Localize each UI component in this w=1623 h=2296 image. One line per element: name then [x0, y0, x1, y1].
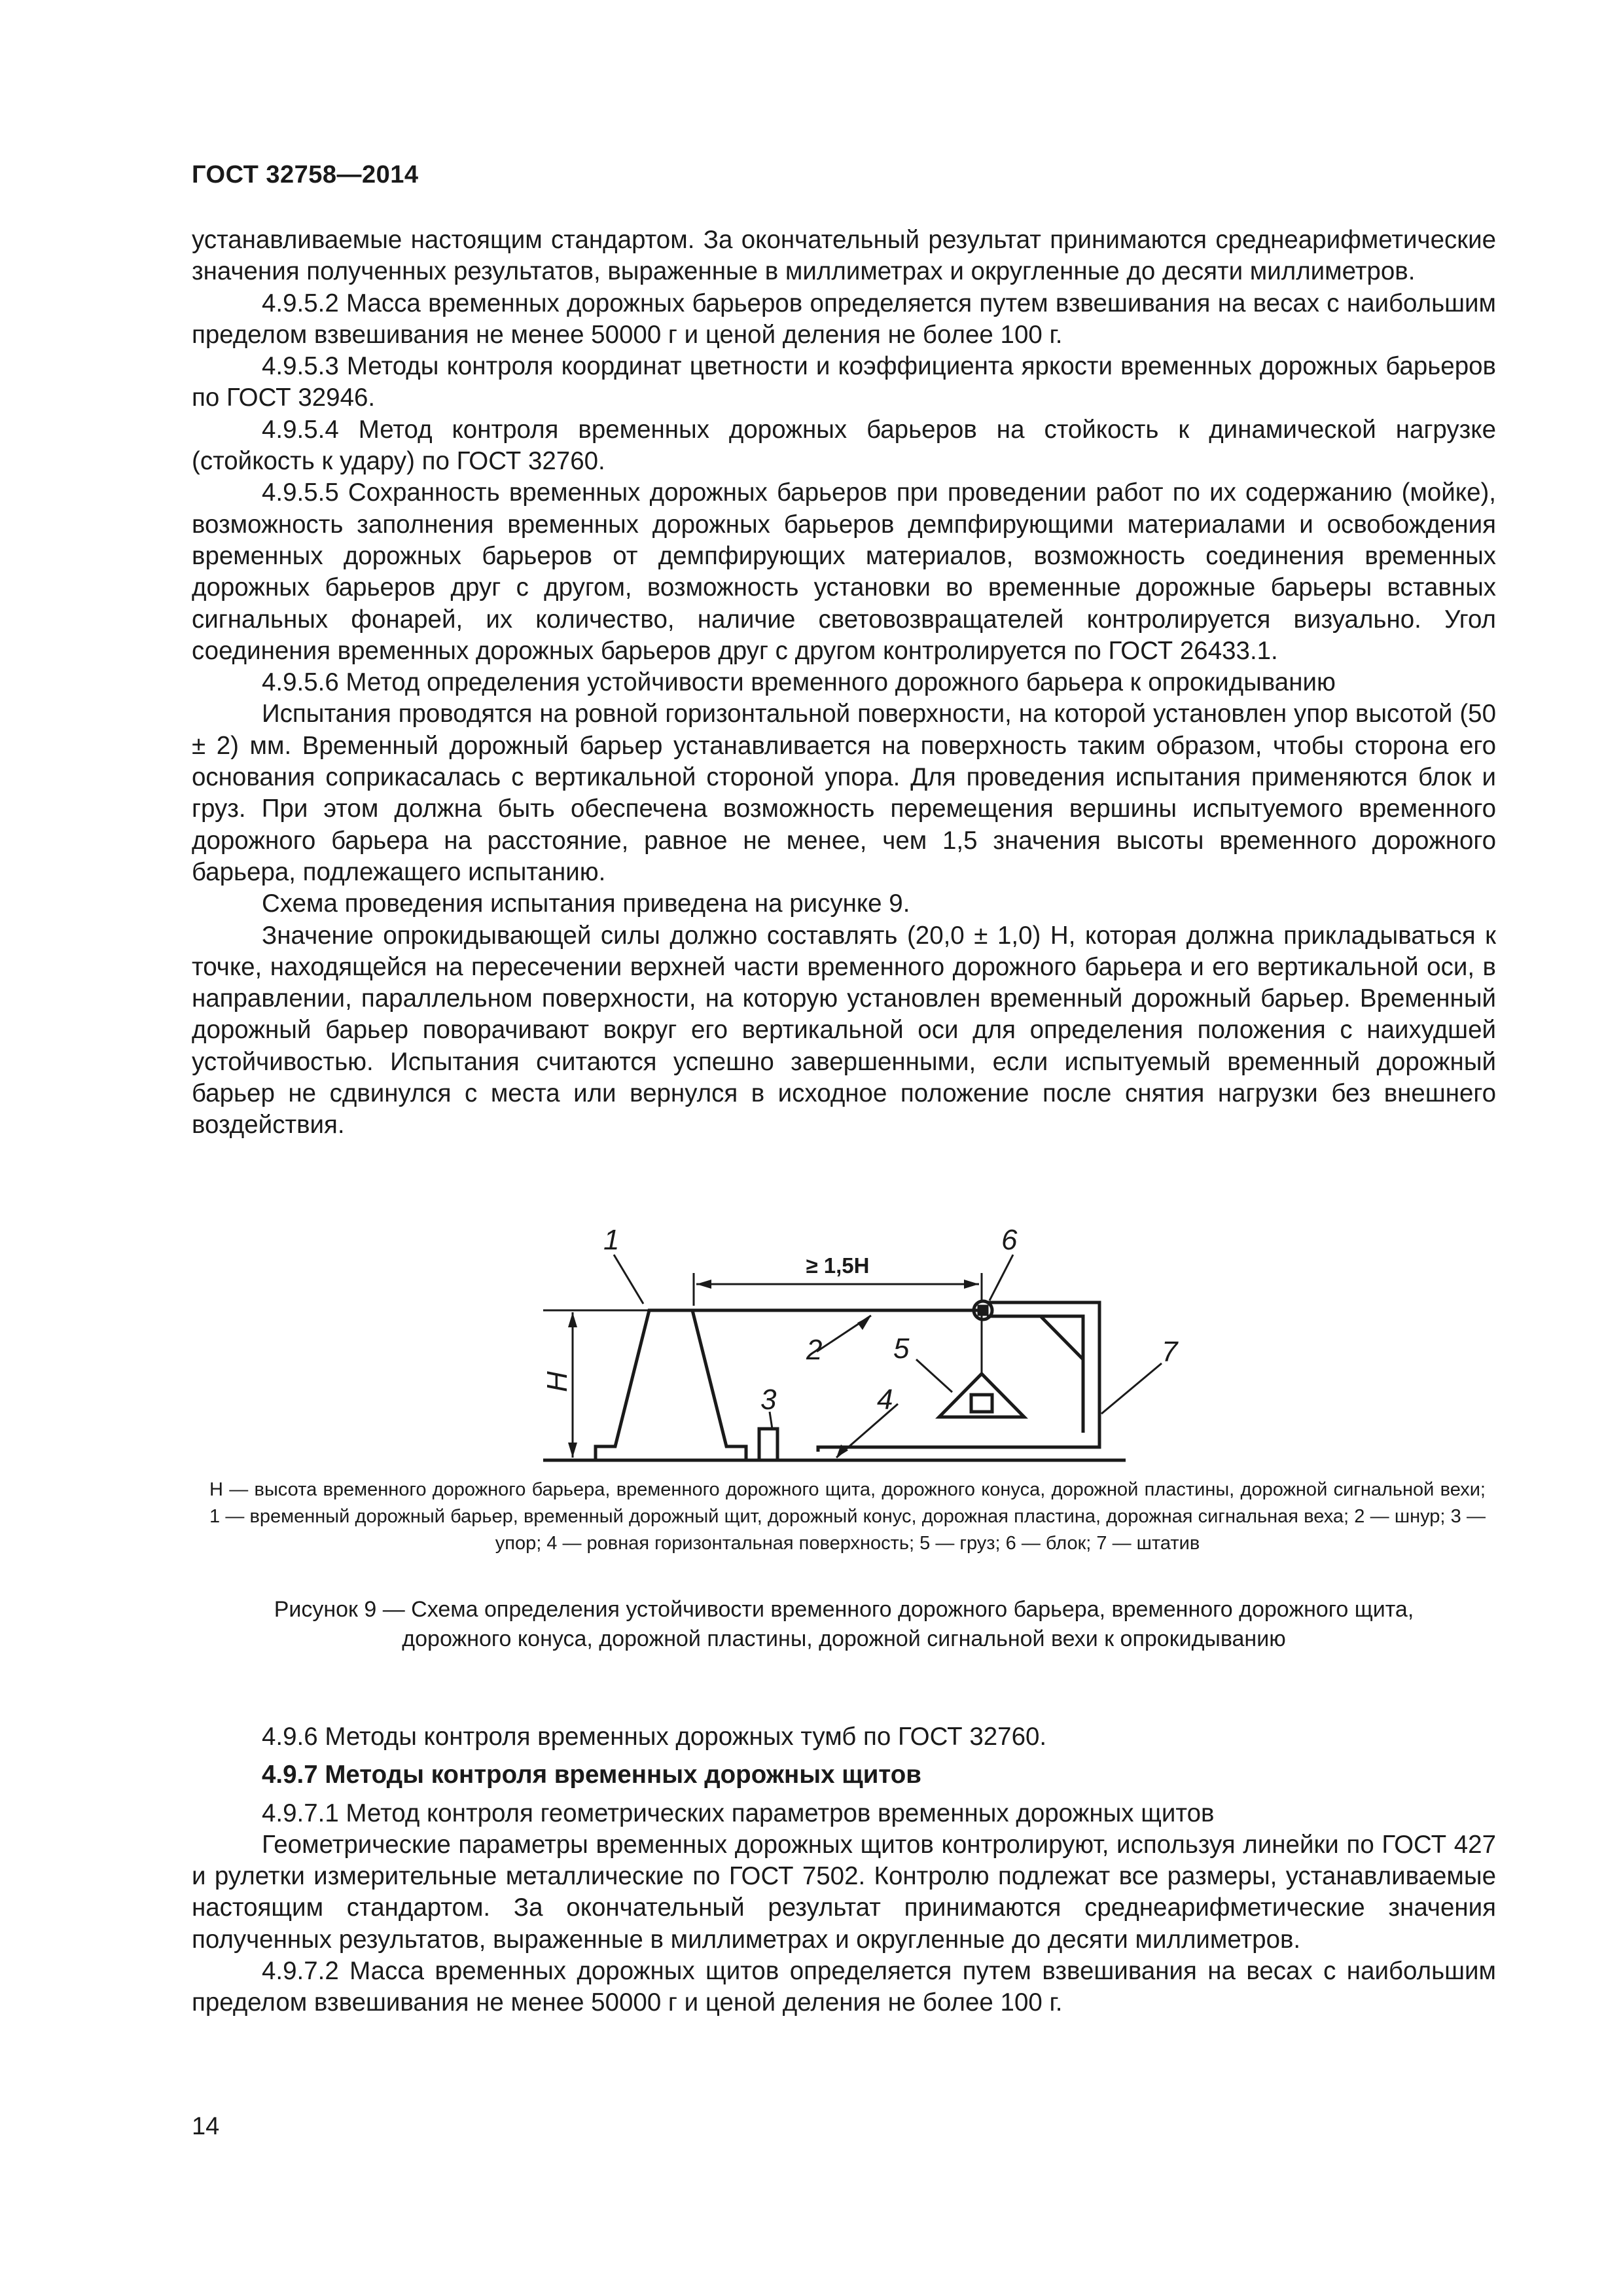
arrow-leader-2 — [857, 1316, 871, 1330]
paragraph-4-9-5-6: 4.9.5.6 Метод определения устойчивости временного дорожного барьера к опрокидыванию — [262, 668, 1336, 697]
paragraph-4-9-5-5: 4.9.5.5 Сохранность временных дорожных барьеров при проведении работ по их содержанию (мойке), возможность заполнения временных дорожных барьеров демпфирующими материалами и освобождения временных дорожных барьеров от демпфирующих материалов, возможность соединения временных дорожных барьеров друг с другом, возможность установки во временные дорожные барьеры вставных сигнальных фонарей, их количество, наличие световозвращателей контролируется визуально. Угол соединения временных дорожных барьеров друг с другом контролируется по ГОСТ 26433.1. — [192, 478, 1496, 665]
leader-7 — [1101, 1363, 1162, 1414]
leader-6 — [990, 1255, 1013, 1300]
paragraph-4-9-7-2: 4.9.7.2 Масса временных дорожных щитов определяется путем взвешивания на весах с наибольшим пределом взвешивания не менее 50000 г и ценой деления не более 100 г. — [192, 1957, 1496, 2017]
figure-9-drawing — [537, 1221, 1191, 1469]
arrow-dim-left — [696, 1280, 711, 1289]
label-5: 5 — [893, 1333, 910, 1365]
stop-block — [759, 1429, 777, 1460]
label-7: 7 — [1162, 1336, 1178, 1368]
label-h: H — [541, 1371, 573, 1392]
arrow-dim-right — [964, 1280, 979, 1289]
figure-caption — [192, 1595, 1496, 1654]
stand-inner — [987, 1316, 1083, 1433]
arrow-height-bottom — [568, 1443, 577, 1458]
leader-5 — [916, 1359, 952, 1392]
paragraph-4-9-5-4: 4.9.5.4 Метод контроля временных дорожных барьеров на стойкость к динамической нагрузке (стойкость к удару) по ГОСТ 32760. — [192, 415, 1496, 476]
dimension-label: ≥ 1,5H — [806, 1253, 870, 1278]
caption-line: дорожного конуса, дорожной пластины, дорожной сигнальной вехи к опрокидыванию — [402, 1626, 1286, 1651]
figure-legend — [209, 1477, 1486, 1557]
leader-1 — [614, 1255, 643, 1304]
label-2: 2 — [806, 1334, 823, 1366]
paragraph-4-9-5-2: 4.9.5.2 Масса временных дорожных барьеров определяется путем взвешивания на весах с наибольшим пределом взвешивания не менее 50000 г и ценой деления не более 100 г. — [192, 289, 1496, 349]
paragraph-4-9-6: 4.9.6 Методы контроля временных дорожных тумб по ГОСТ 32760. — [262, 1723, 1047, 1751]
legend-text: H — высота временного дорожного барьера, временного дорожного щита, дорожного конуса, дорожной пластины, дорожной сигнальной вехи; 1 — временный дорожный барьер, временный дорожный щит, дорожный конус, дорожная пластина, дорожная сигнальная веха; 2 — шнур; 3 — упор; 4 — ровная горизонтальная поверхность; 5 — груз; 6 — блок; 7 — штатив — [209, 1479, 1486, 1554]
label-6: 6 — [1001, 1224, 1018, 1256]
paragraph: Испытания проводятся на ровной горизонтальной поверхности, на которой установлен упор высотой (50 ± 2) мм. Временный дорожный барьер устанавливается на поверхность таким образом, чтобы сторона его основания соприкасалась с вертикальной стороной упора. Для проведения испытания применяются блок и груз. При этом должна быть обеспечена возможность перемещения вершины испытуемого временного дорожного барьера на расстояние, равное не менее, чем 1,5 значения высоты временного дорожного барьера, подлежащего испытанию. — [192, 700, 1496, 886]
page-header: ГОСТ 32758—2014 — [192, 161, 419, 188]
caption-line: Рисунок 9 — Схема определения устойчивости временного дорожного барьера, временного дорожного щита, — [274, 1597, 1414, 1622]
paragraph-4-9-7-1: 4.9.7.1 Метод контроля геометрических параметров временных дорожных щитов — [262, 1799, 1215, 1827]
paragraph: Схема проведения испытания приведена на рисунке 9. — [262, 889, 910, 918]
barrier-outline — [596, 1310, 746, 1460]
paragraph: устанавливаемые настоящим стандартом. За окончательный результат принимаются среднеарифметические значения полученных результатов, выраженные в миллиметрах и округленные до десяти миллиметров. — [192, 226, 1496, 286]
paragraph: Значение опрокидывающей силы должно составлять (20,0 ± 1,0) Н, которая должна прикладываться к точке, находящейся на пересечении верхней части временного дорожного барьера и его вертикальной оси, в направлении, параллельном поверхности, на которую установлен временный дорожный барьер. Временный дорожный барьер поворачивают вокруг его вертикальной оси для определения положения с наихудшей устойчивостью. Испытания считаются успешно завершенными, если испытуемый временный дорожный барьер не сдвинулся с места или вернулся в исходное положение после снятия нагрузки без внешнего воздействия. — [192, 921, 1496, 1139]
pulley-hub — [979, 1306, 987, 1314]
label-1: 1 — [603, 1224, 620, 1256]
paragraph: Геометрические параметры временных дорожных щитов контролируют, используя линейки по ГОСТ 427 и рулетки измерительные металлические по ГОСТ 7502. Контролю подлежат все размеры, устанавливаемые настоящим стандартом. За окончательный результат принимаются среднеарифметические значения полученных результатов, выраженные в миллиметрах и округленные до десяти миллиметров. — [192, 1830, 1496, 1954]
body-text-lower — [192, 1721, 1496, 2019]
body-text-upper — [192, 224, 1496, 1141]
label-3: 3 — [760, 1384, 777, 1416]
section-heading-4-9-7: 4.9.7 Методы контроля временных дорожных щитов — [262, 1761, 921, 1789]
arrow-height-top — [568, 1312, 577, 1327]
page-number: 14 — [192, 2113, 220, 2140]
paragraph-4-9-5-3: 4.9.5.3 Методы контроля координат цветности и коэффициента яркости временных дорожных барьеров по ГОСТ 32946. — [192, 352, 1496, 412]
stand-brace — [1041, 1316, 1083, 1359]
label-4: 4 — [877, 1384, 893, 1416]
weight-box — [971, 1395, 992, 1412]
figure-9-test-scheme — [537, 1221, 1191, 1469]
